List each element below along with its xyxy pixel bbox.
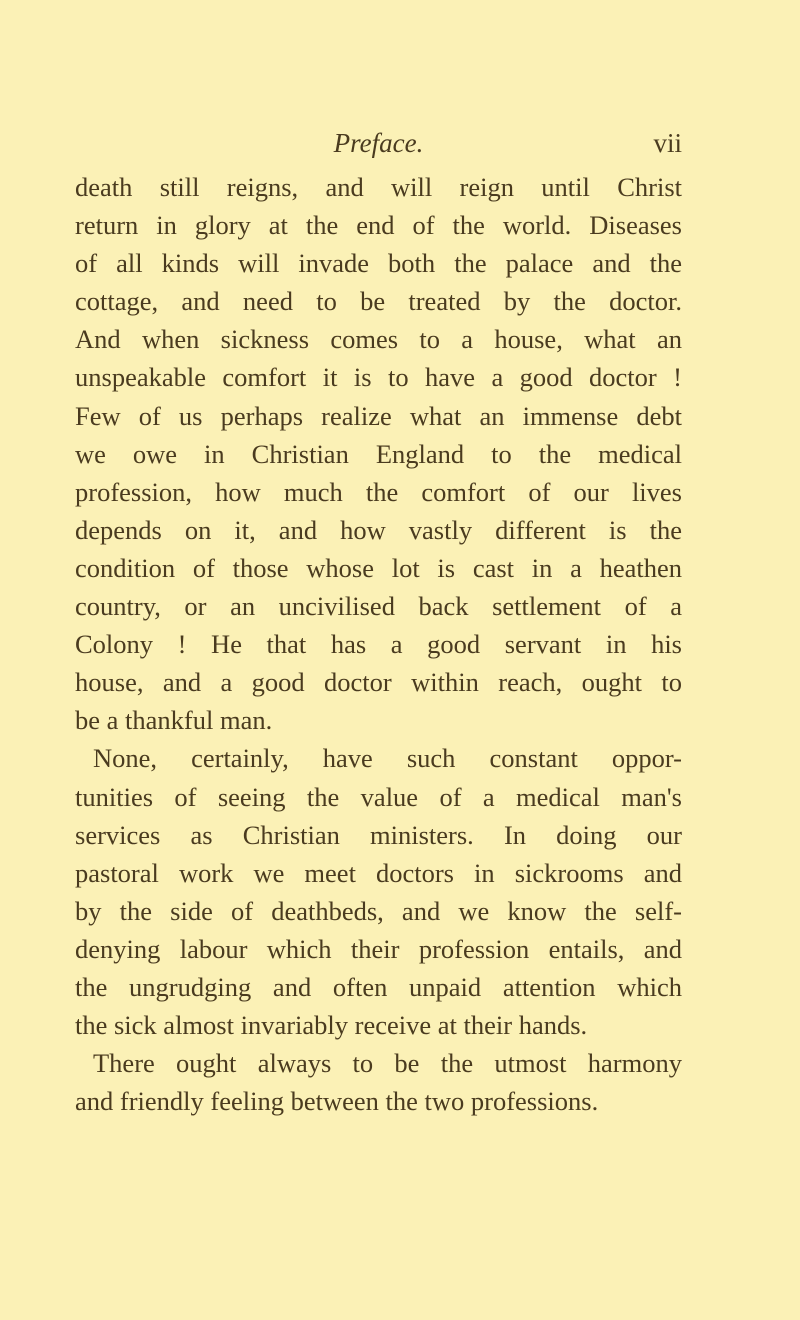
text-line: profession, how much the comfort of our lives — [75, 476, 682, 507]
text-line: unspeakable comfort it is to have a good doctor ! — [75, 362, 682, 393]
text-line: be a thankful man. — [75, 705, 273, 736]
text-line: Colony ! He that has a good servant in his — [75, 629, 682, 660]
text-line: And when sickness comes to a house, what an — [75, 324, 682, 355]
text-line: and friendly feeling between the two professions. — [75, 1086, 599, 1117]
text-line: tunities of seeing the value of a medical man's — [75, 781, 682, 812]
text-line: None, certainly, have such constant oppor- — [93, 743, 682, 774]
text-line: the sick almost invariably receive at their hands. — [75, 1010, 588, 1041]
text-line: we owe in Christian England to the medical — [75, 438, 682, 469]
text-line: the ungrudging and often unpaid attention which — [75, 971, 682, 1002]
running-header — [75, 128, 682, 168]
text-line: Few of us perhaps realize what an immense debt — [75, 400, 682, 431]
text-line: cottage, and need to be treated by the doctor. — [75, 286, 682, 317]
text-line: return in glory at the end of the world. Diseases — [75, 210, 682, 241]
page-number: vii — [653, 128, 682, 158]
text-line: pastoral work we meet doctors in sickrooms and — [75, 857, 682, 888]
text-line: depends on it, and how vastly different is the — [75, 514, 682, 545]
text-line: condition of those whose lot is cast in a heathen — [75, 552, 682, 583]
text-line: country, or an uncivilised back settlement of a — [75, 591, 682, 622]
text-line: denying labour which their profession entails, and — [75, 933, 682, 964]
running-title: Preface. — [333, 128, 424, 158]
text-line: of all kinds will invade both the palace and the — [75, 248, 682, 279]
text-line: death still reigns, and will reign until Christ — [75, 172, 682, 202]
text-line: by the side of deathbeds, and we know the self- — [75, 895, 682, 926]
text-line: house, and a good doctor within reach, ought to — [75, 667, 682, 698]
page-body-text — [75, 168, 682, 1120]
text-line: services as Christian ministers. In doing our — [75, 819, 682, 850]
text-line: There ought always to be the utmost harmony — [93, 1048, 682, 1079]
